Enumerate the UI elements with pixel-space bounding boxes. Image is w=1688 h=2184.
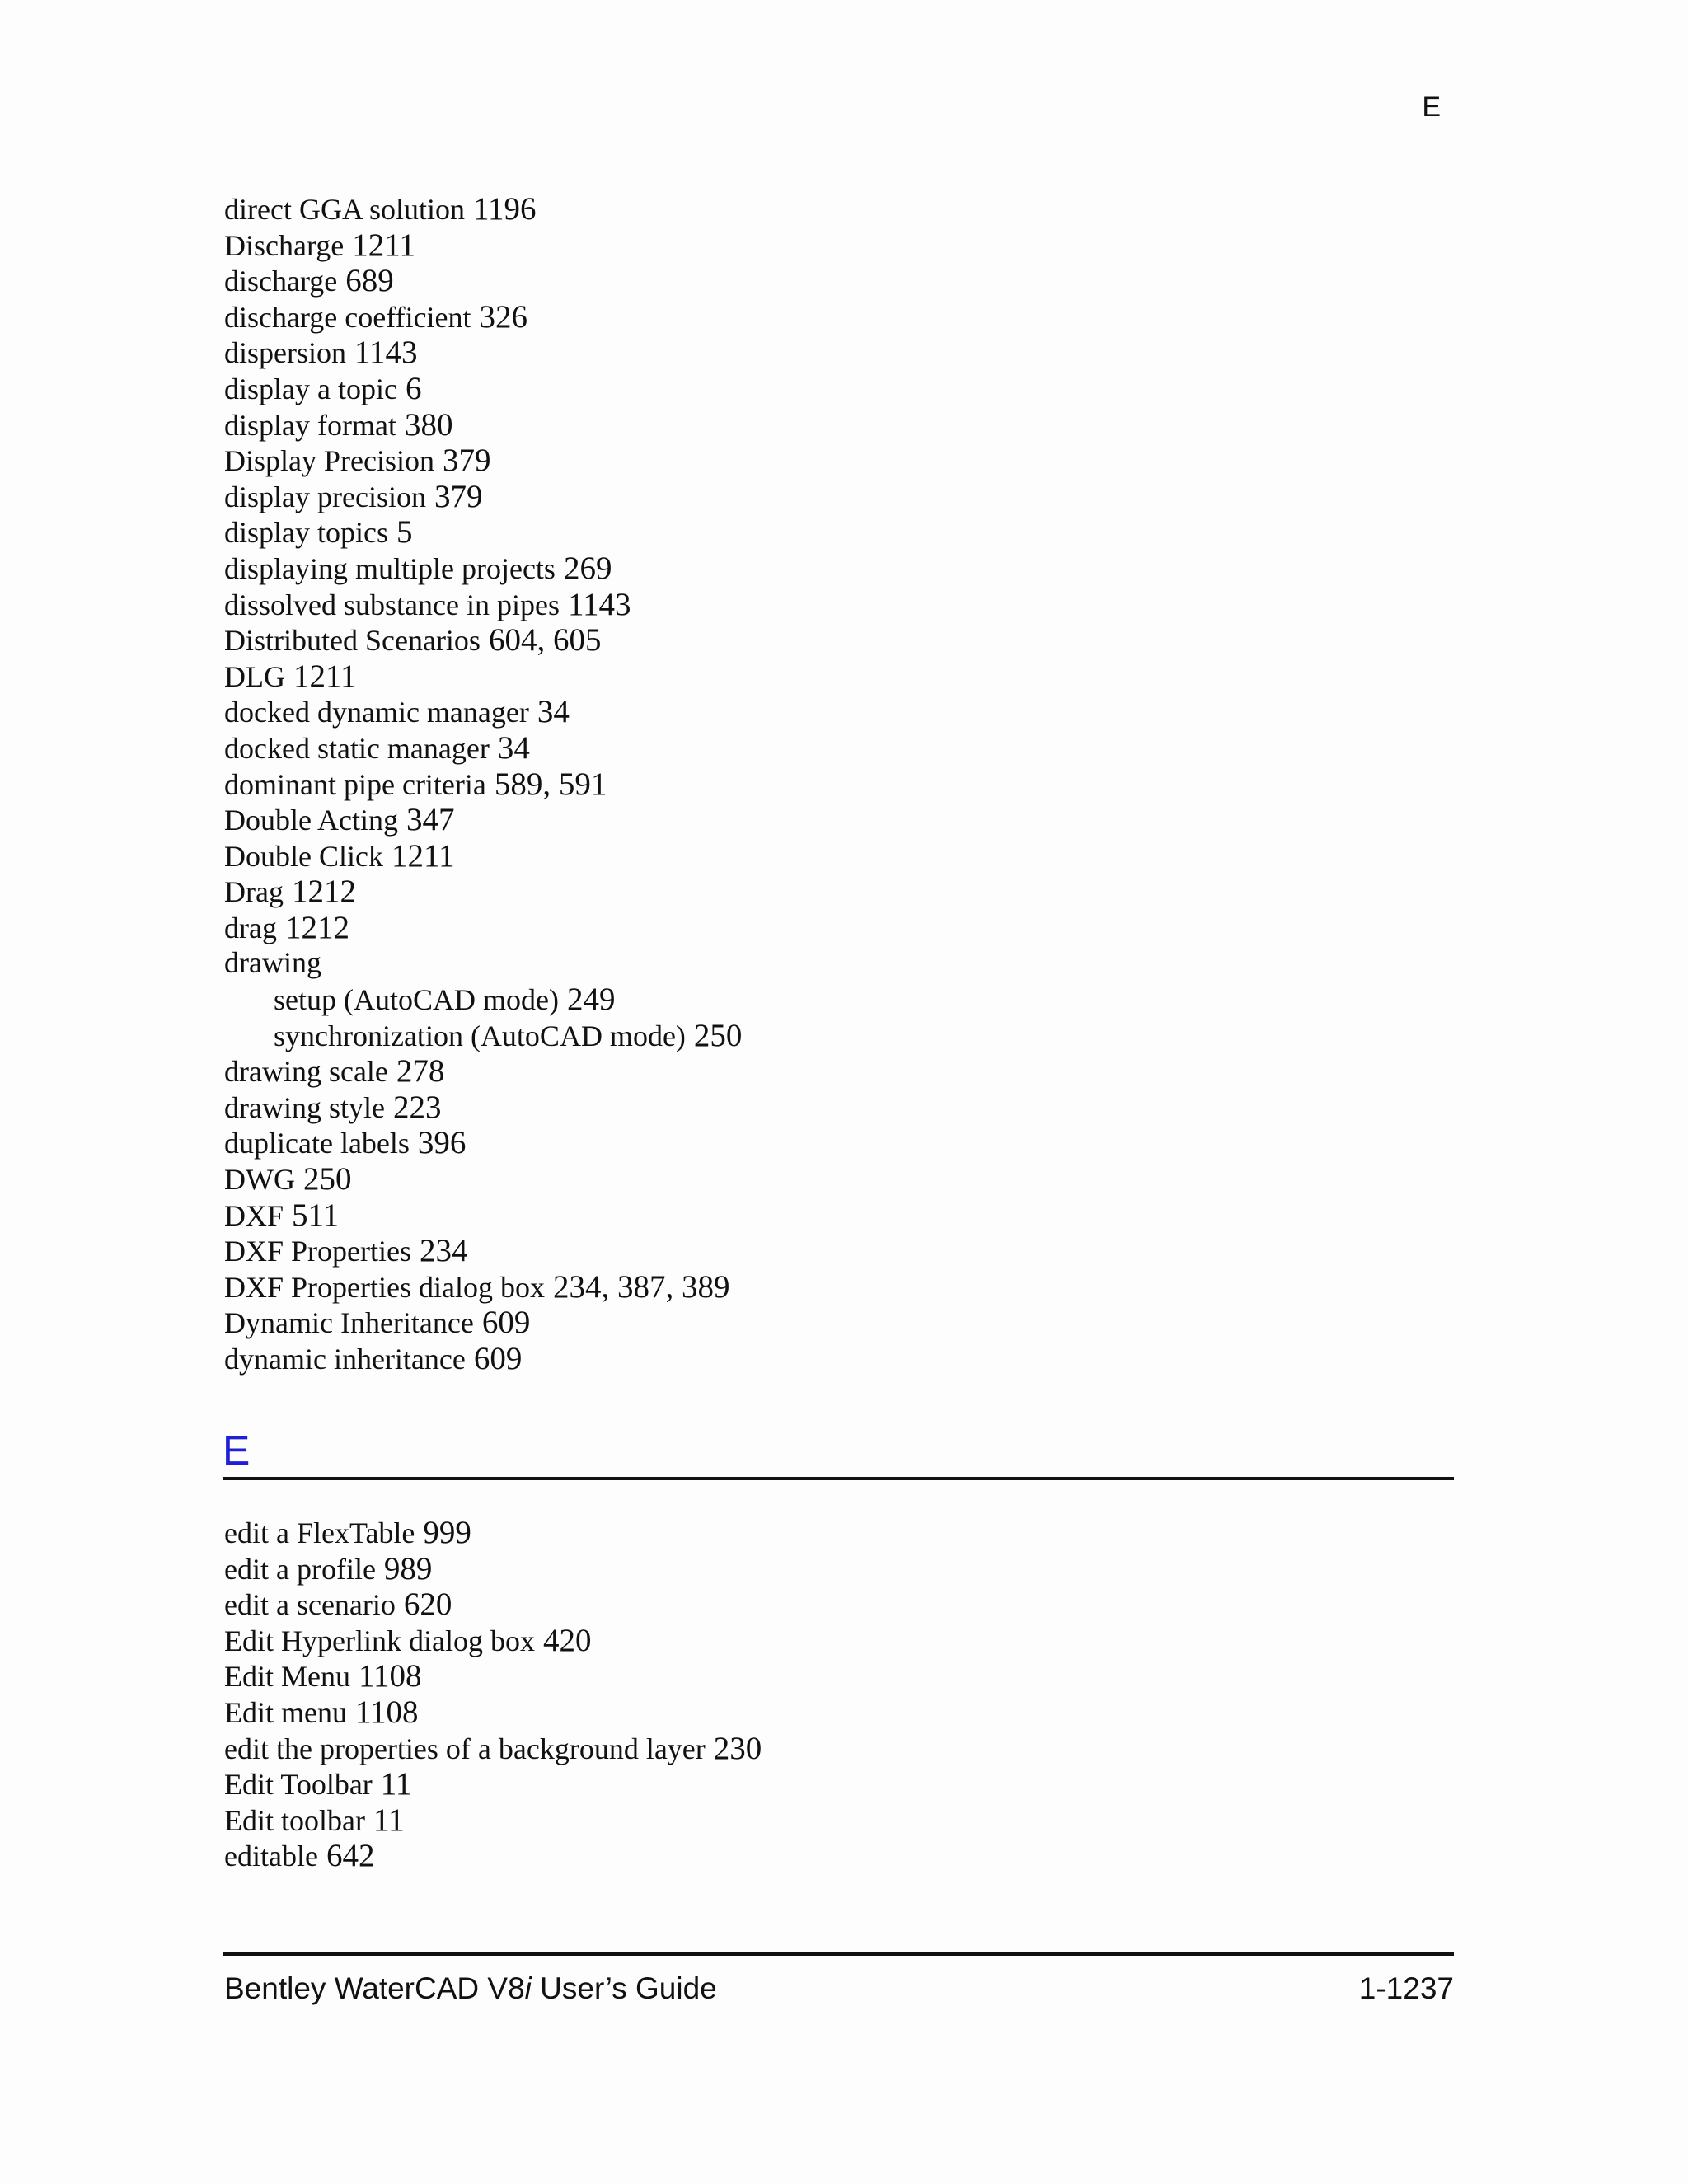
- index-list-d: [224, 191, 1454, 1377]
- index-entry: [224, 694, 1454, 730]
- index-page-refs[interactable]: 326: [479, 298, 528, 335]
- index-entry: [224, 802, 1454, 838]
- index-page-refs[interactable]: 5: [396, 514, 413, 551]
- index-term: drawing style: [224, 1090, 385, 1124]
- index-page-refs[interactable]: 396: [417, 1125, 467, 1161]
- index-page-refs[interactable]: 1211: [352, 227, 415, 263]
- index-page-refs[interactable]: 278: [396, 1053, 445, 1090]
- index-entry: [224, 622, 1454, 658]
- index-entry: [224, 1341, 1454, 1377]
- index-term: drag: [224, 911, 277, 944]
- index-page-refs[interactable]: 1108: [358, 1658, 422, 1694]
- index-term: displaying multiple projects: [224, 551, 556, 585]
- index-entry: [224, 730, 1454, 766]
- footer-rule: [223, 1952, 1454, 1956]
- index-entry: [224, 1090, 1454, 1126]
- index-term: dominant pipe criteria: [224, 767, 486, 801]
- index-entry: [224, 443, 1454, 479]
- index-entry: [224, 227, 1454, 264]
- index-page-refs[interactable]: 999: [423, 1515, 471, 1550]
- index-page-refs[interactable]: 347: [406, 802, 455, 838]
- index-term: Edit Hyperlink dialog box: [224, 1624, 535, 1657]
- index-page-refs[interactable]: 420: [542, 1622, 592, 1658]
- index-page-refs[interactable]: 34: [497, 729, 530, 766]
- index-term: discharge coefficient: [224, 300, 471, 334]
- index-term: Discharge: [224, 228, 345, 262]
- index-entry: [224, 1731, 1454, 1767]
- index-entry: [224, 658, 1454, 695]
- index-term: synchronization (AutoCAD mode): [274, 1019, 686, 1052]
- index-entry: [224, 299, 1454, 335]
- index-entry: [224, 945, 1454, 982]
- index-term: display topics: [224, 516, 388, 550]
- index-term: edit a FlexTable: [224, 1516, 415, 1549]
- index-entry: [224, 479, 1454, 515]
- index-list-e: [224, 1515, 1454, 1874]
- index-entry: [224, 766, 1454, 803]
- index-page-refs[interactable]: 250: [302, 1161, 352, 1197]
- index-term: Display Precision: [224, 444, 434, 478]
- index-page-refs[interactable]: 11: [380, 1766, 412, 1802]
- index-page-refs[interactable]: 223: [392, 1089, 442, 1125]
- index-term: docked static manager: [224, 731, 490, 765]
- index-term: edit a profile: [224, 1552, 376, 1586]
- index-term: Drag: [224, 875, 284, 909]
- index-entry: [224, 1515, 1454, 1551]
- index-entry: [224, 407, 1454, 443]
- index-entry: [224, 371, 1454, 407]
- index-page-refs[interactable]: 11: [373, 1802, 405, 1838]
- index-entry: [224, 1269, 1454, 1305]
- index-entry: [224, 1766, 1454, 1802]
- index-entry: [224, 1161, 1454, 1197]
- index-entry: [224, 1053, 1454, 1090]
- index-entry: [224, 1623, 1454, 1659]
- index-page-refs[interactable]: 230: [713, 1730, 762, 1766]
- index-page-refs[interactable]: 379: [434, 478, 483, 514]
- index-entry: [224, 910, 1454, 946]
- index-page-refs[interactable]: 1212: [284, 909, 349, 945]
- index-term: edit a scenario: [224, 1588, 396, 1622]
- index-entry: [224, 1197, 1454, 1234]
- footer-page-number: 1-1237: [1358, 1971, 1454, 2005]
- footer-title-main: Bentley WaterCAD V8: [224, 1971, 525, 2005]
- index-page-refs[interactable]: 6: [405, 370, 422, 406]
- index-term: Edit toolbar: [224, 1803, 365, 1837]
- index-entry: [224, 838, 1454, 874]
- index-entry: [224, 1802, 1454, 1839]
- index-term: display format: [224, 408, 396, 442]
- index-subentry: [224, 1018, 1454, 1054]
- page-footer: [224, 1968, 1454, 2009]
- index-page-refs[interactable]: 1212: [291, 874, 356, 910]
- footer-title-italic: i: [524, 1971, 532, 2005]
- index-page-refs[interactable]: 34: [537, 694, 570, 730]
- index-term: Double Click: [224, 839, 383, 873]
- index-term: DXF: [224, 1198, 284, 1232]
- index-term: direct GGA solution: [224, 193, 465, 226]
- index-entry: [224, 1838, 1454, 1874]
- index-term: Distributed Scenarios: [224, 624, 481, 658]
- index-term: DXF Properties dialog box: [224, 1270, 545, 1304]
- index-term: Double Acting: [224, 804, 398, 837]
- index-entry: [224, 1586, 1454, 1623]
- footer-title: [224, 1968, 717, 2009]
- index-page-refs[interactable]: 234: [420, 1233, 468, 1269]
- index-entry: [224, 514, 1454, 551]
- index-page-refs[interactable]: 1143: [567, 586, 631, 622]
- index-term: discharge: [224, 265, 338, 298]
- index-entry: [224, 551, 1454, 587]
- index-term: DLG: [224, 659, 285, 693]
- index-term: dynamic inheritance: [224, 1343, 466, 1376]
- index-page-refs[interactable]: 609: [481, 1305, 531, 1341]
- index-page-refs[interactable]: 511: [292, 1197, 340, 1233]
- index-page-refs[interactable]: 250: [693, 1017, 743, 1053]
- index-page-refs[interactable]: 1211: [293, 658, 357, 694]
- index-term: drawing: [224, 946, 321, 980]
- index-entry: [224, 1305, 1454, 1341]
- index-subentry: [224, 982, 1454, 1018]
- index-term: docked dynamic manager: [224, 696, 529, 729]
- index-entry: [224, 335, 1454, 371]
- index-term: edit the properties of a background layer: [224, 1732, 706, 1765]
- index-entry: [224, 1658, 1454, 1694]
- section-heading-e: E: [223, 1424, 1454, 1480]
- index-term: duplicate labels: [224, 1127, 410, 1160]
- index-page-refs[interactable]: 379: [442, 443, 491, 479]
- index-page-refs[interactable]: 1196: [472, 191, 537, 227]
- index-page-refs[interactable]: 1143: [354, 335, 418, 371]
- index-term: dissolved substance in pipes: [224, 588, 560, 621]
- index-page-refs[interactable]: 269: [563, 550, 612, 586]
- index-entry: [224, 1233, 1454, 1269]
- index-page-refs[interactable]: 609: [473, 1341, 523, 1376]
- index-page-refs[interactable]: 380: [404, 406, 453, 443]
- index-term: display a topic: [224, 372, 397, 405]
- index-term: editable: [224, 1840, 318, 1873]
- index-entry: [224, 587, 1454, 623]
- index-page-refs[interactable]: 620: [403, 1586, 452, 1623]
- index-term: setup (AutoCAD mode): [274, 983, 559, 1017]
- index-entry: [224, 263, 1454, 299]
- index-page-refs[interactable]: 689: [345, 263, 394, 299]
- index-page-refs[interactable]: 234, 387, 389: [552, 1268, 730, 1305]
- index-page-refs[interactable]: 604, 605: [488, 622, 602, 658]
- index-page-refs[interactable]: 589, 591: [494, 766, 607, 802]
- index-page-refs[interactable]: 1108: [354, 1694, 419, 1730]
- index-page-refs[interactable]: 642: [326, 1838, 375, 1874]
- index-term: DWG: [224, 1163, 295, 1197]
- index-entry: [224, 191, 1454, 227]
- index-page-refs[interactable]: 249: [566, 982, 616, 1018]
- index-term: Edit menu: [224, 1695, 347, 1729]
- running-header-letter: E: [1422, 91, 1441, 123]
- index-term: DXF Properties: [224, 1235, 411, 1268]
- index-term: display precision: [224, 480, 426, 513]
- index-entry: [224, 1694, 1454, 1731]
- index-page-refs[interactable]: 989: [383, 1550, 433, 1586]
- index-term: Dynamic Inheritance: [224, 1306, 474, 1340]
- index-term: Edit Menu: [224, 1660, 350, 1694]
- index-term: Edit Toolbar: [224, 1768, 373, 1802]
- index-entry: [224, 874, 1454, 910]
- index-page-refs[interactable]: 1211: [391, 837, 455, 874]
- footer-title-suffix: User’s Guide: [531, 1971, 717, 2005]
- index-term: dispersion: [224, 336, 346, 370]
- index-entry: [224, 1551, 1454, 1587]
- index-term: drawing scale: [224, 1055, 388, 1089]
- index-entry: [224, 1125, 1454, 1161]
